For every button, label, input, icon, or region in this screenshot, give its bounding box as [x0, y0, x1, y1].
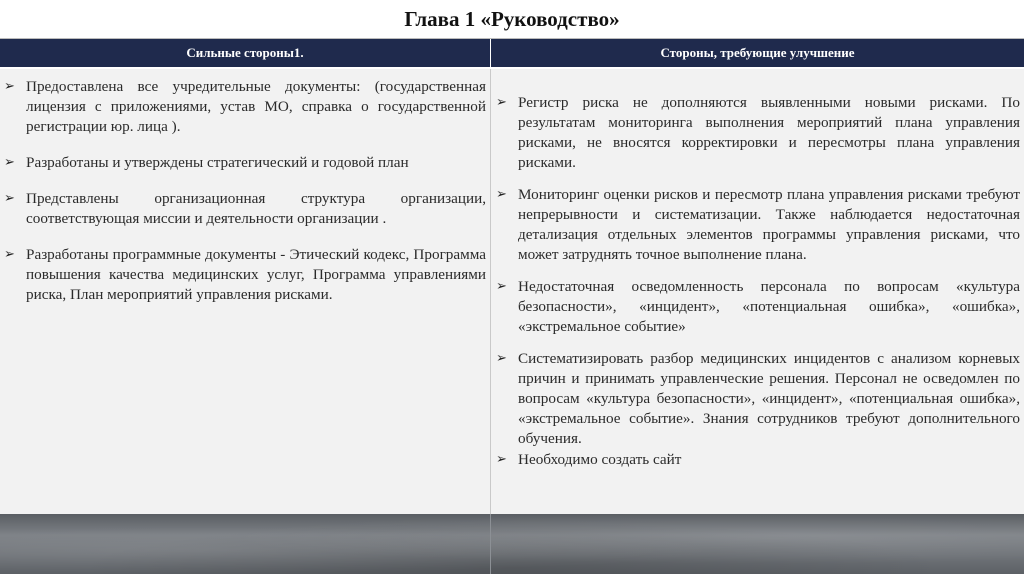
- floor-divider: [490, 514, 491, 574]
- list-item: [4, 189, 486, 229]
- list-item: [496, 93, 1020, 173]
- arrow-bullet-icon: ➢: [496, 187, 507, 202]
- header-strengths: Сильные стороны1.: [186, 45, 304, 60]
- list-item: [496, 185, 1020, 265]
- floor-texture: [0, 514, 1024, 574]
- header-improvements: Стороны, требующие улучшение: [660, 45, 855, 60]
- table-header-row: [0, 39, 1024, 69]
- list-item: [496, 349, 1020, 449]
- arrow-bullet-icon: ➢: [496, 279, 507, 294]
- list-item-text: Разработаны программные документы - Этический кодекс, Программа повышения качества медицинских услуг, Программа управлениями риска, План мероприятий управления рисками.: [26, 246, 486, 303]
- slide-title: Глава 1 «Руководство»: [404, 6, 620, 31]
- arrow-bullet-icon: ➢: [4, 79, 15, 94]
- arrow-bullet-icon: ➢: [4, 247, 15, 262]
- list-item: [4, 77, 486, 137]
- arrow-bullet-icon: ➢: [496, 95, 507, 110]
- list-item-text: Разработаны и утверждены стратегический и годовой план: [26, 154, 409, 171]
- table-body-row: [0, 69, 1024, 515]
- list-item-text: Предоставлена все учредительные документы: (государственная лицензия с приложениями, устав МО, справка о государственной регистрации юр. лица ).: [26, 78, 486, 135]
- list-item: [496, 450, 1020, 470]
- comparison-table: [0, 38, 1024, 515]
- list-item-text: Мониторинг оценки рисков и пересмотр плана управления рисками требуют непрерывности и систематизации. Также наблюдается недостаточная детализация отдельных элементов программы управления рисками, что может затруднять точное выполнение плана.: [518, 186, 1020, 263]
- improvements-column: [496, 69, 1020, 482]
- arrow-bullet-icon: ➢: [496, 452, 507, 467]
- list-item: [496, 277, 1020, 337]
- list-item: [4, 153, 486, 173]
- column-divider: [490, 69, 491, 515]
- list-item: [4, 245, 486, 305]
- arrow-bullet-icon: ➢: [4, 155, 15, 170]
- arrow-bullet-icon: ➢: [4, 191, 15, 206]
- strengths-column: [4, 69, 486, 321]
- list-item-text: Регистр риска не дополняются выявленными новыми рисками. По результатам мониторинга выполнения мероприятий плана управления рисками, не вносятся корректировки и пересмотры плана управления рисками.: [518, 94, 1020, 171]
- list-item-text: Необходимо создать сайт: [518, 451, 682, 468]
- list-item-text: Представлены организационная структура организации, соответствующая миссии и деятельности организации .: [26, 190, 486, 227]
- list-item-text: Недостаточная осведомленность персонала по вопросам «культура безопасности», «инцидент», «потенциальная ошибка», «ошибка», «экстремальное событие»: [518, 278, 1020, 335]
- list-item-text: Систематизировать разбор медицинских инцидентов с анализом корневых причин и принимать управленческие решения. Персонал не осведомлен по вопросам «культура безопасности», «инцидент», «потенциальная ошибка», «экстремальное событие». Знания сотрудников требуют дополнительного обучения.: [518, 350, 1020, 447]
- floor-background: [0, 514, 1024, 574]
- arrow-bullet-icon: ➢: [496, 351, 507, 366]
